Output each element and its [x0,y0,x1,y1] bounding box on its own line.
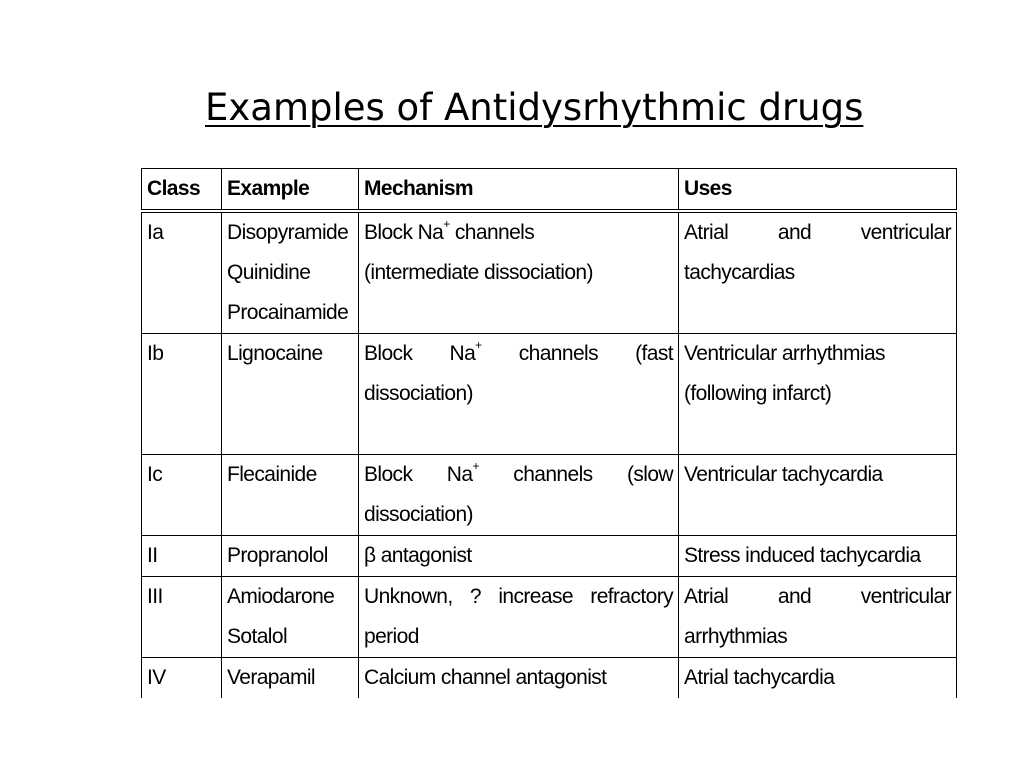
mechanism-line2: (intermediate dissociation) [364,261,593,284]
uses-cell [679,455,957,536]
table-header-row [142,169,957,212]
header-uses: Uses [679,169,957,212]
uses-cell [679,211,957,334]
mechanism-superscript: + [475,338,482,352]
uses-cell [679,334,957,455]
uses-line1: Ventricular arrhythmias [684,342,885,365]
mechanism-line2: dissociation) [364,382,473,405]
mechanism-text: Block Na [364,463,473,486]
mechanism-text: Block Na [364,221,444,244]
table-row [142,334,957,455]
example-drug: Procainamide [227,301,349,324]
mechanism-text: Calcium channel antagonist [364,666,607,689]
table-row [142,455,957,536]
table-row [142,536,957,577]
mechanism-cell [359,455,679,536]
example-cell [222,536,359,577]
table-row [142,577,957,658]
mechanism-cell [359,577,679,658]
example-cell [222,211,359,334]
antidysrhythmic-drugs-table [141,168,957,698]
mechanism-text-cont: channels (slow [478,463,673,486]
class-cell: IV [142,658,222,699]
class-cell: Ic [142,455,222,536]
uses-line2: arrhythmias [684,625,788,648]
mechanism-text: β antagonist [364,544,472,567]
mechanism-line2: period [364,625,419,648]
table-row [142,211,957,334]
uses-cell [679,658,957,699]
uses-line1: Stress induced tachycardia [684,544,921,567]
example-drug: Propranolol [227,544,328,567]
uses-line1: Atrial and ventricular [684,585,951,608]
mechanism-line2: dissociation) [364,503,473,526]
example-drug: Flecainide [227,463,317,486]
mechanism-text-cont: channels (fast [481,342,673,365]
example-drug: Sotalol [227,625,288,648]
example-drug: Verapamil [227,666,315,689]
uses-cell [679,577,957,658]
mechanism-superscript: + [472,459,479,473]
uses-line2: tachycardias [684,261,795,284]
mechanism-cell [359,536,679,577]
uses-line1: Atrial tachycardia [684,666,835,689]
example-cell [222,577,359,658]
uses-line1: Ventricular tachycardia [684,463,883,486]
example-drug: Disopyramide [227,221,349,244]
mechanism-cell [359,211,679,334]
mechanism-cell [359,658,679,699]
example-cell [222,658,359,699]
uses-line1: Atrial and ventricular [684,221,951,244]
class-cell: Ia [142,211,222,334]
class-cell: II [142,536,222,577]
uses-line2: (following infarct) [684,382,832,405]
slide-title: Examples of Antidysrhythmic drugs [205,86,864,129]
example-cell [222,334,359,455]
table-row [142,658,957,699]
uses-cell [679,536,957,577]
mechanism-text: Unknown, ? increase refractory [364,585,673,608]
mechanism-superscript: + [443,217,450,231]
example-drug: Lignocaine [227,342,323,365]
example-drug: Amiodarone [227,585,335,608]
mechanism-text-cont: channels [449,221,535,244]
mechanism-cell [359,334,679,455]
example-drug: Quinidine [227,261,311,284]
header-class: Class [142,169,222,212]
header-example: Example [222,169,359,212]
class-cell: Ib [142,334,222,455]
example-cell [222,455,359,536]
mechanism-text: Block Na [364,342,476,365]
header-mechanism: Mechanism [359,169,679,212]
class-cell: III [142,577,222,658]
